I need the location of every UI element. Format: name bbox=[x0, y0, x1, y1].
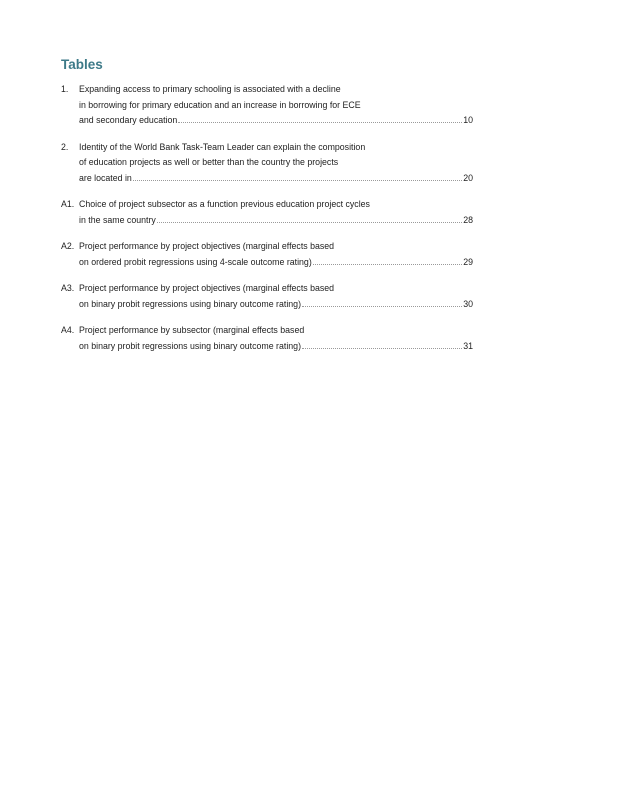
entry-number: A3. bbox=[61, 283, 75, 293]
entry-title-line: Project performance by project objectives (marginal effects based bbox=[79, 283, 335, 293]
entry-title-line: in borrowing for primary education and an increase in borrowing for ECE bbox=[79, 99, 361, 110]
entry-title-last-line bbox=[79, 213, 473, 229]
dot-leader bbox=[302, 306, 462, 307]
entry-number: 2. bbox=[61, 141, 69, 152]
entry-title-line: in the same country bbox=[79, 214, 156, 225]
entry-title bbox=[79, 140, 473, 187]
entry-title-line: on binary probit regressions using binary outcome rating) bbox=[79, 298, 301, 309]
entry-page-number: 28 bbox=[463, 214, 473, 225]
entry-title-line: and secondary education bbox=[79, 115, 178, 125]
dot-leader bbox=[133, 180, 462, 181]
entry-page-number: 10 bbox=[463, 115, 473, 125]
table-list bbox=[61, 82, 473, 365]
toc-entry[interactable] bbox=[61, 197, 473, 228]
entry-title bbox=[79, 82, 473, 129]
entry-title bbox=[79, 323, 473, 354]
toc-entry[interactable] bbox=[61, 281, 473, 312]
entry-title-line: of education projects as well or better than the country the projects bbox=[79, 157, 339, 167]
entry-number: 1. bbox=[61, 84, 69, 94]
entry-title-line: on binary probit regressions using binary outcome rating) bbox=[79, 340, 301, 351]
entry-title-line: Project performance by project objectives (marginal effects based bbox=[79, 241, 335, 251]
toc-entry[interactable] bbox=[61, 82, 473, 129]
entry-title-line: Expanding access to primary schooling is associated with a decline bbox=[79, 84, 341, 94]
entry-title-last-line bbox=[79, 255, 473, 271]
dot-leader bbox=[313, 264, 462, 265]
entry-title-line: Identity of the World Bank Task-Team Leader can explain the composition bbox=[79, 141, 366, 152]
entry-number: A4. bbox=[61, 325, 75, 335]
section-heading: Tables bbox=[61, 57, 103, 72]
entry-title-last-line bbox=[79, 171, 473, 187]
entry-title-last-line bbox=[79, 297, 473, 313]
entry-page-number: 31 bbox=[463, 340, 473, 351]
entry-title bbox=[79, 281, 473, 312]
entry-number: A2. bbox=[61, 241, 75, 251]
entry-number: A1. bbox=[61, 199, 75, 209]
entry-title-last-line bbox=[79, 113, 473, 129]
entry-title bbox=[79, 197, 473, 228]
entry-page-number: 29 bbox=[463, 256, 473, 267]
dot-leader bbox=[302, 348, 462, 349]
entry-title bbox=[79, 239, 473, 270]
entry-page-number: 30 bbox=[463, 298, 473, 309]
entry-title-last-line bbox=[79, 339, 473, 355]
dot-leader bbox=[157, 222, 462, 223]
toc-entry[interactable] bbox=[61, 140, 473, 187]
entry-title-line: on ordered probit regressions using 4-scale outcome rating) bbox=[79, 256, 312, 267]
toc-entry[interactable] bbox=[61, 239, 473, 270]
entry-page-number: 20 bbox=[463, 172, 473, 183]
entry-title-line: are located in bbox=[79, 172, 132, 183]
toc-entry[interactable] bbox=[61, 323, 473, 354]
dot-leader bbox=[178, 122, 462, 123]
entry-title-line: Project performance by subsector (marginal effects based bbox=[79, 325, 305, 335]
entry-title-line: Choice of project subsector as a function previous education project cycles bbox=[79, 199, 370, 209]
